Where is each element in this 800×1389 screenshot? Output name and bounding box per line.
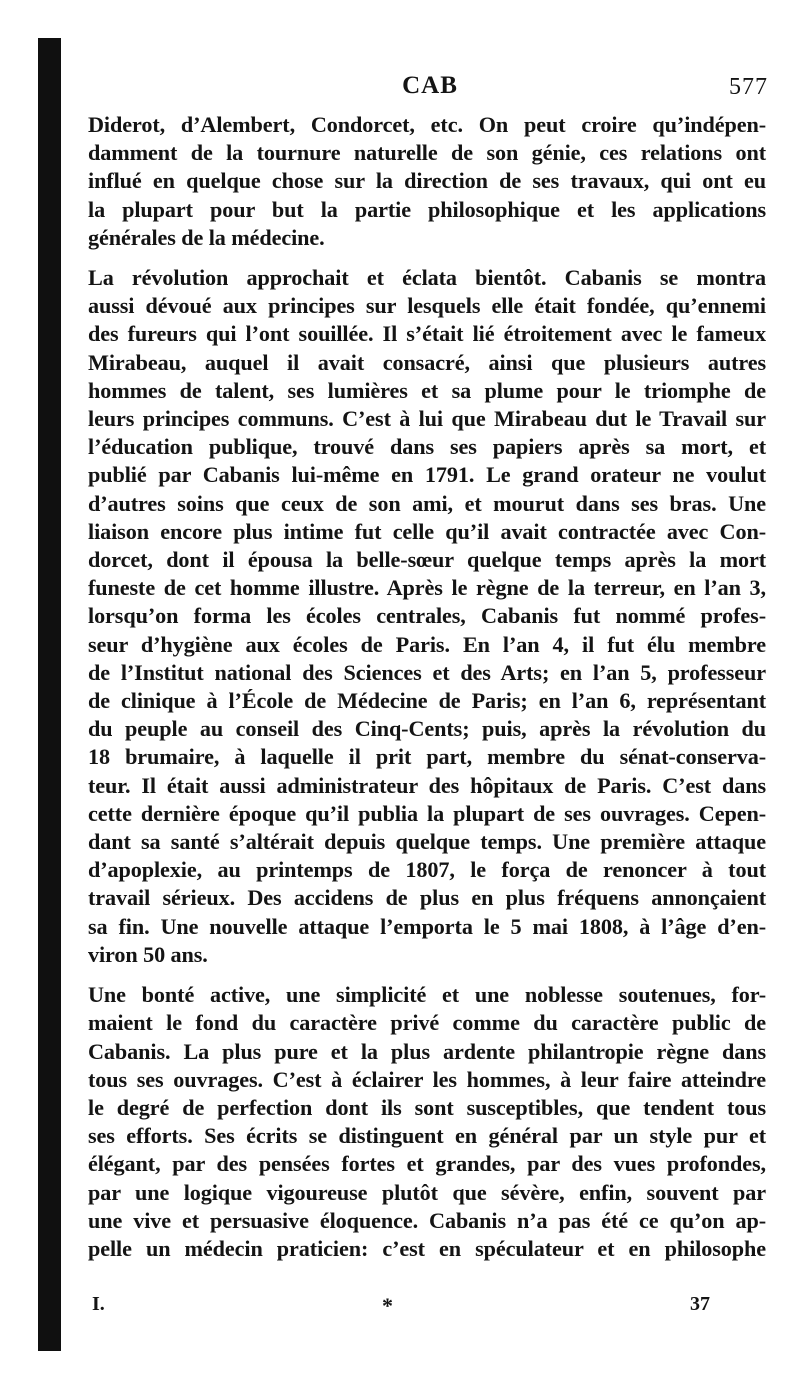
paragraph: [88, 111, 766, 252]
text-line: par une logique vigoureuse plutôt que sévère, enfin, souvent par: [88, 1179, 766, 1205]
paragraph-gap: [88, 252, 766, 264]
text-line: une vive et persuasive éloquence. Cabanis n’a pas été ce qu’on ap-: [88, 1207, 766, 1233]
text-line: de clinique à l’École de Médecine de Paris; en l’an 6, représentant: [88, 688, 766, 714]
text-line: Cabanis. La plus pure et la plus ardente philantropie règne dans: [88, 1038, 766, 1064]
text-line: hommes de talent, ses lumières et sa plume pour le triomphe de: [88, 377, 766, 403]
text-line: Une bonté active, une simplicité et une noblesse soutenues, for-: [88, 982, 766, 1008]
text-line: dant sa santé s’altérait depuis quelque temps. Une première attaque: [88, 829, 766, 855]
text-line: la plupart pour but la partie philosophique et les applications: [88, 196, 766, 222]
text-line: le degré de perfection dont ils sont susceptibles, que tendent tous: [88, 1094, 766, 1120]
signature-mark: I.: [92, 1293, 105, 1315]
text-line: 18 brumaire, à laquelle il prit part, membre du sénat-conserva-: [88, 744, 766, 770]
text-line: leurs principes communs. C’est à lui que Mirabeau dut le Travail sur: [88, 406, 766, 432]
text-line: aussi dévoué aux principes sur lesquels elle était fondée, qu’ennemi: [88, 293, 766, 319]
page-footer: [92, 1293, 710, 1323]
text-line: tous ses ouvrages. C’est à éclairer les hommes, à leur faire atteindre: [88, 1066, 766, 1092]
text-line: des fureurs qui l’ont souillée. Il s’était lié étroitement avec le fameux: [88, 321, 766, 347]
text-line: générales de la médecine.: [88, 224, 325, 250]
body-text: [88, 111, 766, 1263]
text-line: travail sérieux. Des accidens de plus en plus fréquens annonçaient: [88, 885, 766, 911]
text-line: élégant, par des pensées fortes et grandes, par des vues profondes,: [88, 1151, 766, 1177]
text-line: pelle un médecin praticien: c’est en spéculateur et en philosophe: [88, 1235, 766, 1261]
text-line: seur d’hygiène aux écoles de Paris. En l’an 4, il fut élu membre: [88, 631, 766, 657]
text-line: publié par Cabanis lui-même en 1791. Le grand orateur ne voulut: [88, 462, 766, 488]
text-line: de l’Institut national des Sciences et des Arts; en l’an 5, professeur: [88, 659, 766, 685]
text-line: ses efforts. Ses écrits se distinguent en général par un style pur et: [88, 1123, 766, 1149]
paragraph-gap: [88, 969, 766, 981]
text-line: Diderot, d’Alembert, Condorcet, etc. On peut croire qu’indépen-: [88, 112, 766, 137]
text-line: cette dernière époque qu’il publia la plupart de ses ouvrages. Cepen-: [88, 800, 766, 826]
text-line: lorsqu’on forma les écoles centrales, Cabanis fut nommé profes-: [88, 603, 766, 629]
text-line: damment de la tournure naturelle de son génie, ces relations ont: [88, 140, 766, 166]
text-line: maient le fond du caractère privé comme du caractère public de: [88, 1010, 766, 1036]
text-line: La révolution approchait et éclata bientôt. Cabanis se montra: [88, 265, 766, 291]
text-line: d’apoplexie, au printemps de 1807, le força de renoncer à tout: [88, 857, 766, 883]
text-line: viron 50 ans.: [88, 941, 208, 967]
sheet-number: 37: [690, 1293, 710, 1315]
text-line: d’autres soins que ceux de son ami, et mourut dans ses bras. Une: [88, 490, 766, 516]
binding-shadow: [38, 38, 61, 1351]
page-number: 577: [729, 74, 768, 100]
text-line: l’éducation publique, trouvé dans ses papiers après sa mort, et: [88, 434, 766, 460]
text-line: funeste de cet homme illustre. Après le règne de la terreur, en l’an 3,: [88, 575, 766, 601]
text-line: sa fin. Une nouvelle attaque l’emporta le 5 mai 1808, à l’âge d’en-: [88, 913, 766, 939]
text-line: du peuple au conseil des Cinq-Cents; puis, après la révolution du: [88, 716, 766, 742]
text-line: teur. Il était aussi administrateur des hôpitaux de Paris. C’est dans: [88, 772, 766, 798]
text-line: dorcet, dont il épousa la belle-sœur quelque temps après la mort: [88, 547, 766, 573]
text-line: influé en quelque chose sur la direction de ses travaux, qui ont eu: [88, 168, 766, 194]
running-head: [90, 72, 770, 108]
paragraph: [88, 981, 766, 1263]
footer-asterisk: *: [382, 1293, 393, 1318]
paragraph: [88, 264, 766, 969]
text-line: liaison encore plus intime fut celle qu’il avait contractée avec Con-: [88, 518, 766, 544]
running-head-title: CAB: [402, 72, 458, 99]
text-line: Mirabeau, auquel il avait consacré, ainsi que plusieurs autres: [88, 349, 766, 375]
